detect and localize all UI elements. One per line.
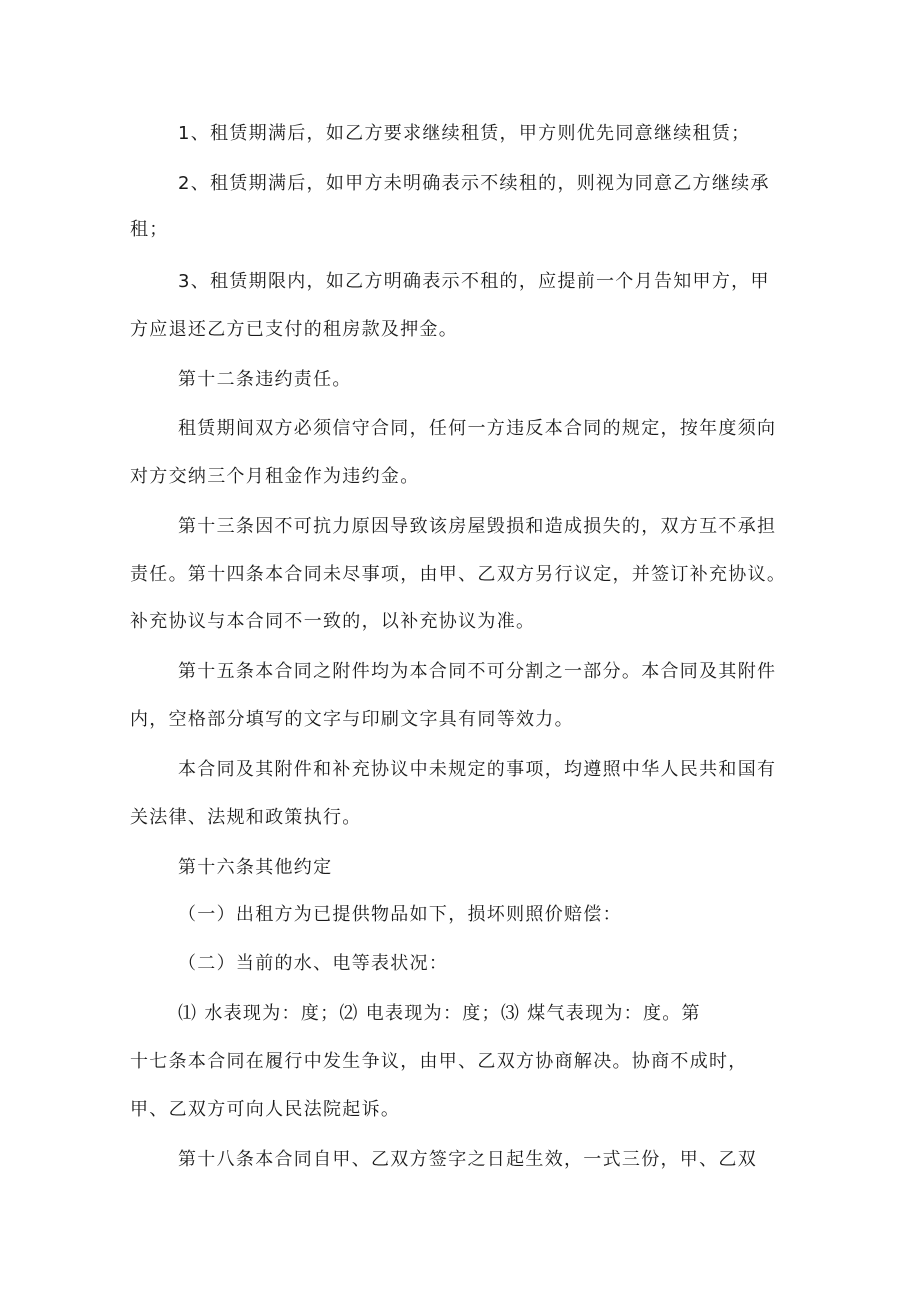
clause-line-3: 租； — [130, 219, 169, 240]
clause-line-2: 2、租赁期满后，如甲方未明确表示不续租的，则视为同意乙方继续承 — [178, 173, 770, 194]
clause-line-8: 对方交纳三个月租金作为违约金。 — [130, 466, 420, 487]
clause-line-9: 第十三条因不可抗力原因导致该房屋毁损和造成损失的，双方互不承担 — [178, 516, 777, 537]
clause-line-19: ⑴ 水表现为：度；⑵ 电表现为：度；⑶ 煤气表现为：度。第 — [178, 1003, 701, 1024]
clause-line-4: 3、租赁期限内，如乙方明确表示不租的，应提前一个月告知甲方，甲 — [178, 271, 770, 292]
clause-line-13: 内，空格部分填写的文字与印刷文字具有同等效力。 — [130, 709, 574, 730]
clause-line-16: 第十六条其他约定 — [178, 857, 333, 878]
clause-line-7: 租赁期间双方必须信守合同，任何一方违反本合同的规定，按年度须向 — [178, 418, 777, 439]
clause-line-1: 1、租赁期满后，如乙方要求继续租赁，甲方则优先同意继续租赁； — [178, 123, 751, 144]
clause-line-17: （一）出租方为已提供物品如下，损坏则照价赔偿： — [178, 904, 622, 925]
clause-line-12: 第十五条本合同之附件均为本合同不可分割之一部分。本合同及其附件 — [178, 661, 777, 682]
clause-line-10: 责任。第十四条本合同未尽事项，由甲、乙双方另行议定，并签订补充协议。 — [130, 564, 787, 585]
clause-line-6: 第十二条违约责任。 — [178, 369, 352, 390]
clause-line-22: 第十八条本合同自甲、乙双方签字之日起生效，一式三份，甲、乙双 — [178, 1149, 757, 1170]
clause-line-14: 本合同及其附件和补充协议中未规定的事项，均遵照中华人民共和国有 — [178, 759, 777, 780]
clause-line-21: 甲、乙双方可向人民法院起诉。 — [130, 1099, 401, 1120]
clause-line-5: 方应退还乙方已支付的租房款及押金。 — [130, 319, 459, 340]
clause-line-18: （二）当前的水、电等表状况： — [178, 953, 449, 974]
clause-line-15: 关法律、法规和政策执行。 — [130, 807, 362, 828]
clause-line-20: 十七条本合同在履行中发生争议，由甲、乙双方协商解决。协商不成时， — [130, 1051, 748, 1072]
clause-line-11: 补充协议与本合同不一致的，以补充协议为准。 — [130, 611, 536, 632]
